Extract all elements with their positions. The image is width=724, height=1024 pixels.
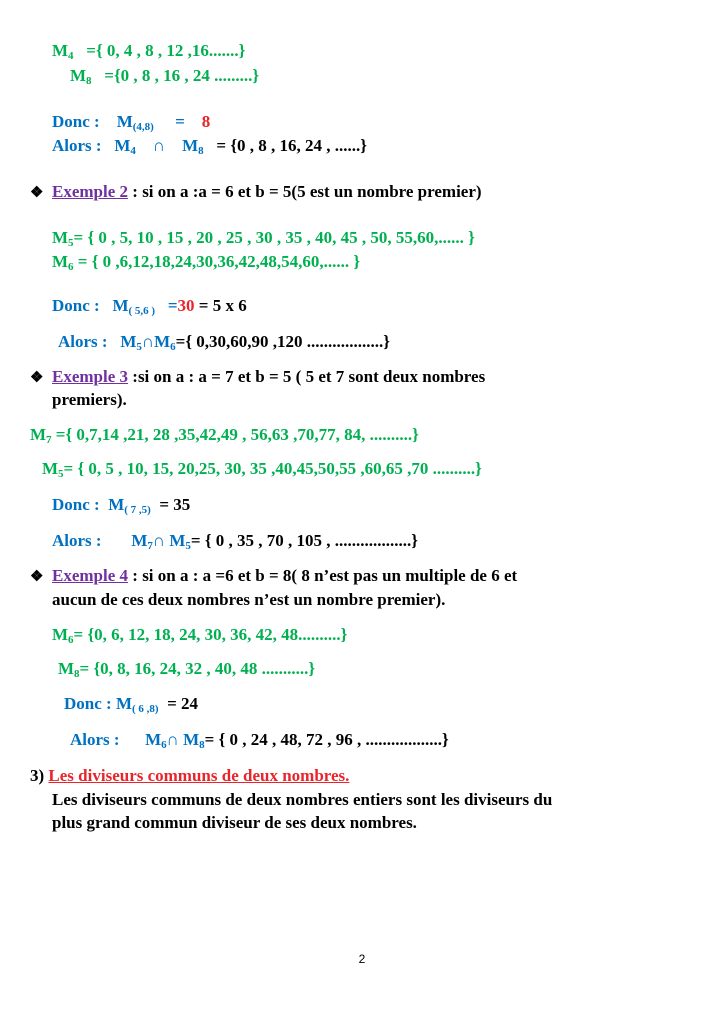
ex2-set-m5: $M_5=$ { 0 , 5, 10 , 15 , 20 , 25 , 30 , 35 , 40, 45 , 50, 55,60,...... } bbox=[52, 228, 475, 249]
section-3-title: Les diviseurs communs de deux nombres. bbox=[48, 766, 350, 785]
ex4-alors: Alors : $M_6\cap$ $M_8=$ { 0 , 24 , 48, 72 , 96 , ..................} bbox=[70, 730, 449, 751]
ex3-donc: Donc : $M_{( 7 ,5)} = 35$ bbox=[52, 495, 191, 516]
section-3-text-line-2: plus grand commun diviseur de ses deux nombres. bbox=[52, 813, 417, 832]
ex4-set-m6: $M_6= \{0$, 6, 12, 18, 24, 30, 36, 42, 48..........} bbox=[52, 625, 348, 646]
exemple-3-heading: ❖ Exemple 3 :si on a : a = 7 et b = 5 ( 5 et 7 sont deux nombres bbox=[30, 366, 485, 389]
section-3-text-line-1: Les diviseurs communs de deux nombres entiers sont les diviseurs du bbox=[52, 790, 553, 809]
ex3-set-m7: $M_7$ ={ 0,7,14 ,21, 28 ,35,42,49 , 56,63 ,70,77, 84, ..........} bbox=[30, 425, 419, 446]
exemple-2-heading: ❖ Exemple 2 : si on a :a = 6 et b = 5(5 est un nombre premier) bbox=[30, 181, 482, 204]
ex2-donc: Donc : $M_{( 5,6 )}$ =30 = 5 x 6 bbox=[52, 296, 247, 317]
ex2-set-m6: $M_6$ = { 0 ,6,12,18,24,30,36,42,48,54,60,...... } bbox=[52, 252, 361, 273]
alors-line-1: Alors : $M_4$ ∩ $M_8$ = {0 , 8 , 16, 24 , ......} bbox=[52, 136, 367, 157]
ex3-set-m5: $M_5=$ { 0, 5 , 10, 15, 20,25, 30, 35 ,40,45,50,55 ,60,65 ,70 ..........} bbox=[42, 459, 482, 480]
diamond-bullet-icon: ❖ bbox=[30, 569, 44, 585]
exemple-3-title: Exemple 3 bbox=[52, 367, 129, 386]
section-3-number: 3) bbox=[30, 766, 45, 785]
set-m8-line: $M_8$ ={0 , 8 , 16 , 24 .........} bbox=[70, 66, 260, 87]
exemple-2-title: Exemple 2 bbox=[52, 182, 129, 201]
page-number: 2 bbox=[358, 952, 366, 966]
exemple-4-heading: ❖ Exemple 4 : si on a : a =6 et b = 8( 8 n’est pas un multiple de 6 et bbox=[30, 565, 517, 588]
set-m4-line: $M_4$ ={ 0, 4 , 8 , 12 ,16.......} bbox=[52, 41, 246, 62]
ex4-set-m8: $M_8= \{0$, 8, 16, 24, 32 , 40, 48 ...........} bbox=[58, 659, 316, 680]
exemple-4-heading-cont: aucun de ces deux nombres n’est un nombre premier). bbox=[52, 590, 446, 609]
exemple-3-heading-cont: premiers). bbox=[52, 390, 127, 409]
ex2-alors: Alors : $M_5\cap M_6=${ 0,30,60,90 ,120 ..................} bbox=[58, 332, 390, 353]
diamond-bullet-icon: ❖ bbox=[30, 185, 44, 201]
diamond-bullet-icon: ❖ bbox=[30, 370, 44, 386]
ex3-alors: Alors : $M_7\cap$ $M_5=$ { 0 , 35 , 70 , 105 , ..................} bbox=[52, 531, 418, 552]
section-3-heading bbox=[30, 765, 349, 787]
donc-line-1: Donc : $M_{(4,8)}$ = 8 bbox=[52, 112, 211, 133]
exemple-4-title: Exemple 4 bbox=[52, 566, 129, 585]
ex4-donc: Donc : $M_{( 6 ,8)} = 24$ bbox=[64, 694, 198, 715]
